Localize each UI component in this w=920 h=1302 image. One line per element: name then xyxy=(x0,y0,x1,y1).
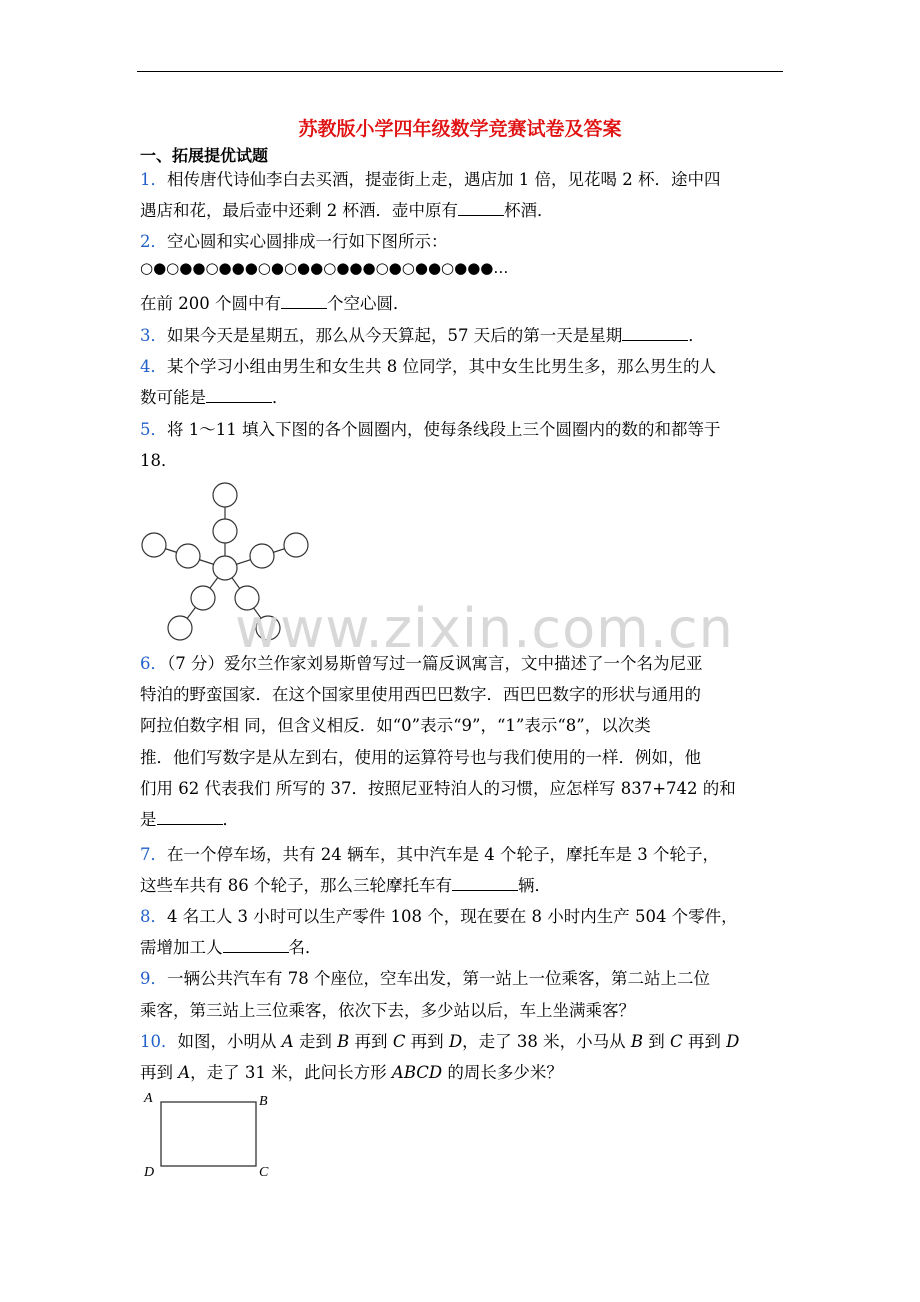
question-text: （7 分）爱尔兰作家刘易斯曾写过一篇反讽寓言，文中描述了一个名为尼亚 xyxy=(167,654,703,673)
rectangle-abcd-diagram xyxy=(138,1088,278,1183)
question-text: 是 xyxy=(140,810,157,829)
question-text: 遇店和花，最后壶中还剩 2 杯酒．壶中原有 xyxy=(140,201,458,220)
question-text: 某个学习小组由男生和女生共 8 位同学，其中女生比男生多，那么男生的人 xyxy=(167,357,716,376)
question-text: ． xyxy=(222,810,239,829)
rectangle-name: ABCD xyxy=(391,1063,443,1082)
question-number: 3． xyxy=(140,326,167,345)
question-6-line-5: 们用 62 代表我们 所写的 37．按照尼亚特泊人的习惯，应怎样写 837+742 的和 xyxy=(140,779,736,798)
question-text: ． xyxy=(272,388,289,407)
question-9-line-2: 乘客，第三站上三位乘客，依次下去，多少站以后，车上坐满乘客？ xyxy=(140,1001,635,1020)
point-d: D xyxy=(448,1032,463,1051)
question-text: ． xyxy=(688,326,705,345)
point-b: B xyxy=(630,1032,644,1051)
question-7-line-2 xyxy=(140,872,551,896)
question-6-line-1 xyxy=(140,650,703,674)
question-text: 杯酒． xyxy=(504,201,554,220)
question-text: 在一个停车场，共有 24 辆车，其中汽车是 4 个轮子，摩托车是 3 个轮子， xyxy=(167,845,719,864)
question-text: 如果今天是星期五，那么从今天算起，57 天后的第一天是星期 xyxy=(167,326,623,345)
question-9-line-1 xyxy=(140,965,710,989)
question-6-line-3: 阿拉伯数字相 同，但含义相反．如“0”表示“9”，“1”表示“8”，以次类 xyxy=(140,716,651,735)
label-a: A xyxy=(144,1091,153,1106)
answer-blank[interactable] xyxy=(157,808,223,826)
question-8-line-2 xyxy=(140,934,322,958)
label-b: B xyxy=(259,1094,268,1109)
answer-blank[interactable] xyxy=(281,292,327,310)
question-6-line-2: 特泊的野蛮国家．在这个国家里使用西巴巴数字．西巴巴数字的形状与通用的 xyxy=(140,685,701,704)
question-1-line-1 xyxy=(140,166,720,190)
number-circle xyxy=(176,544,200,568)
question-6-line-4: 推．他们写数字是从左到右，使用的运算符号也与我们使用的一样．例如，他 xyxy=(140,748,701,767)
question-5-line-2: 18． xyxy=(140,451,178,470)
question-text: 名． xyxy=(288,938,322,957)
question-text: 相传唐代诗仙李白去买酒，提壶街上走，遇店加 1 倍，见花喝 2 杯．途中四 xyxy=(167,170,721,189)
question-number: 8． xyxy=(140,907,167,926)
point-c: C xyxy=(392,1032,406,1051)
answer-blank[interactable] xyxy=(458,199,504,217)
point-a: A xyxy=(281,1032,294,1051)
question-text: 如图，小明从 xyxy=(177,1032,282,1051)
number-circle xyxy=(284,533,308,557)
question-8-line-1 xyxy=(140,903,738,927)
question-text: 辆． xyxy=(518,876,551,895)
point-c: C xyxy=(670,1032,683,1051)
answer-blank[interactable] xyxy=(206,386,272,404)
question-2-line-1 xyxy=(140,228,448,252)
label-c: C xyxy=(259,1165,269,1180)
question-text: 再到 xyxy=(140,1063,179,1082)
point-a: A xyxy=(178,1063,191,1082)
question-text: 在前 200 个圆中有 xyxy=(140,294,281,313)
point-d: D xyxy=(726,1032,740,1051)
question-2-line-3 xyxy=(140,290,409,314)
rectangle-abcd xyxy=(161,1102,256,1166)
number-circle xyxy=(213,519,237,543)
answer-blank[interactable] xyxy=(622,324,688,342)
question-text: 到 xyxy=(643,1032,671,1051)
question-number: 4． xyxy=(140,357,167,376)
label-d: D xyxy=(144,1165,155,1180)
watermark: www.zixin.com.cn xyxy=(235,597,734,660)
question-text: ，走了 38 米，小马从 xyxy=(462,1032,631,1051)
answer-blank[interactable] xyxy=(452,874,518,892)
header-rule xyxy=(137,71,783,72)
question-number: 6． xyxy=(140,654,167,673)
question-3-line-1 xyxy=(140,322,705,346)
point-b: B xyxy=(337,1032,350,1051)
number-circle xyxy=(168,616,192,640)
question-10-line-2 xyxy=(140,1059,563,1083)
question-text: 将 1～11 填入下图的各个圆圈内，使每条线段上三个圆圈内的数的和都等于 xyxy=(167,420,721,439)
question-text: ，走了 31 米，此问长方形 xyxy=(190,1063,392,1082)
number-circle xyxy=(191,586,215,610)
question-10-line-1 xyxy=(140,1028,739,1052)
question-text: 的周长多少米？ xyxy=(442,1063,563,1082)
number-circle xyxy=(250,544,274,568)
question-text: 走到 xyxy=(293,1032,338,1051)
question-6-line-6 xyxy=(140,806,239,830)
question-text: 这些车共有 86 个轮子，那么三轮摩托车有 xyxy=(140,876,452,895)
question-number: 5． xyxy=(140,420,167,439)
question-number: 10． xyxy=(140,1032,178,1051)
answer-blank[interactable] xyxy=(223,936,289,954)
question-number: 1． xyxy=(140,170,167,189)
question-text: 再到 xyxy=(349,1032,393,1051)
question-text: 一辆公共汽车有 78 个座位，空车出发，第一站上一位乘客，第二站上二位 xyxy=(167,969,710,988)
question-text: 再到 xyxy=(405,1032,449,1051)
question-text: 需增加工人 xyxy=(140,938,223,957)
question-number: 7． xyxy=(140,845,167,864)
question-text: 个空心圆． xyxy=(326,294,410,313)
question-text: 再到 xyxy=(682,1032,727,1051)
page-title: 苏教版小学四年级数学竞赛试卷及答案 xyxy=(298,118,622,140)
number-circle xyxy=(213,556,237,580)
number-circle xyxy=(142,533,166,557)
circle-sequence: ○●○●●○●●●○●○●●○●●●○●○●●○●●●… xyxy=(140,259,509,277)
question-4-line-2 xyxy=(140,384,289,408)
question-7-line-1 xyxy=(140,841,719,865)
section-heading: 一、拓展提优试题 xyxy=(140,146,269,165)
question-text: 空心圆和实心圆排成一行如下图所示： xyxy=(167,232,448,251)
question-text: 4 名工人 3 小时可以生产零件 108 个，现在要在 8 小时内生产 504 个零件， xyxy=(167,907,738,926)
question-number: 9． xyxy=(140,969,167,988)
number-circle xyxy=(213,483,237,507)
question-number: 2． xyxy=(140,232,167,251)
question-1-line-2 xyxy=(140,197,554,221)
question-text: 数可能是 xyxy=(140,388,206,407)
question-4-line-1 xyxy=(140,353,716,377)
question-5-line-1 xyxy=(140,416,720,440)
